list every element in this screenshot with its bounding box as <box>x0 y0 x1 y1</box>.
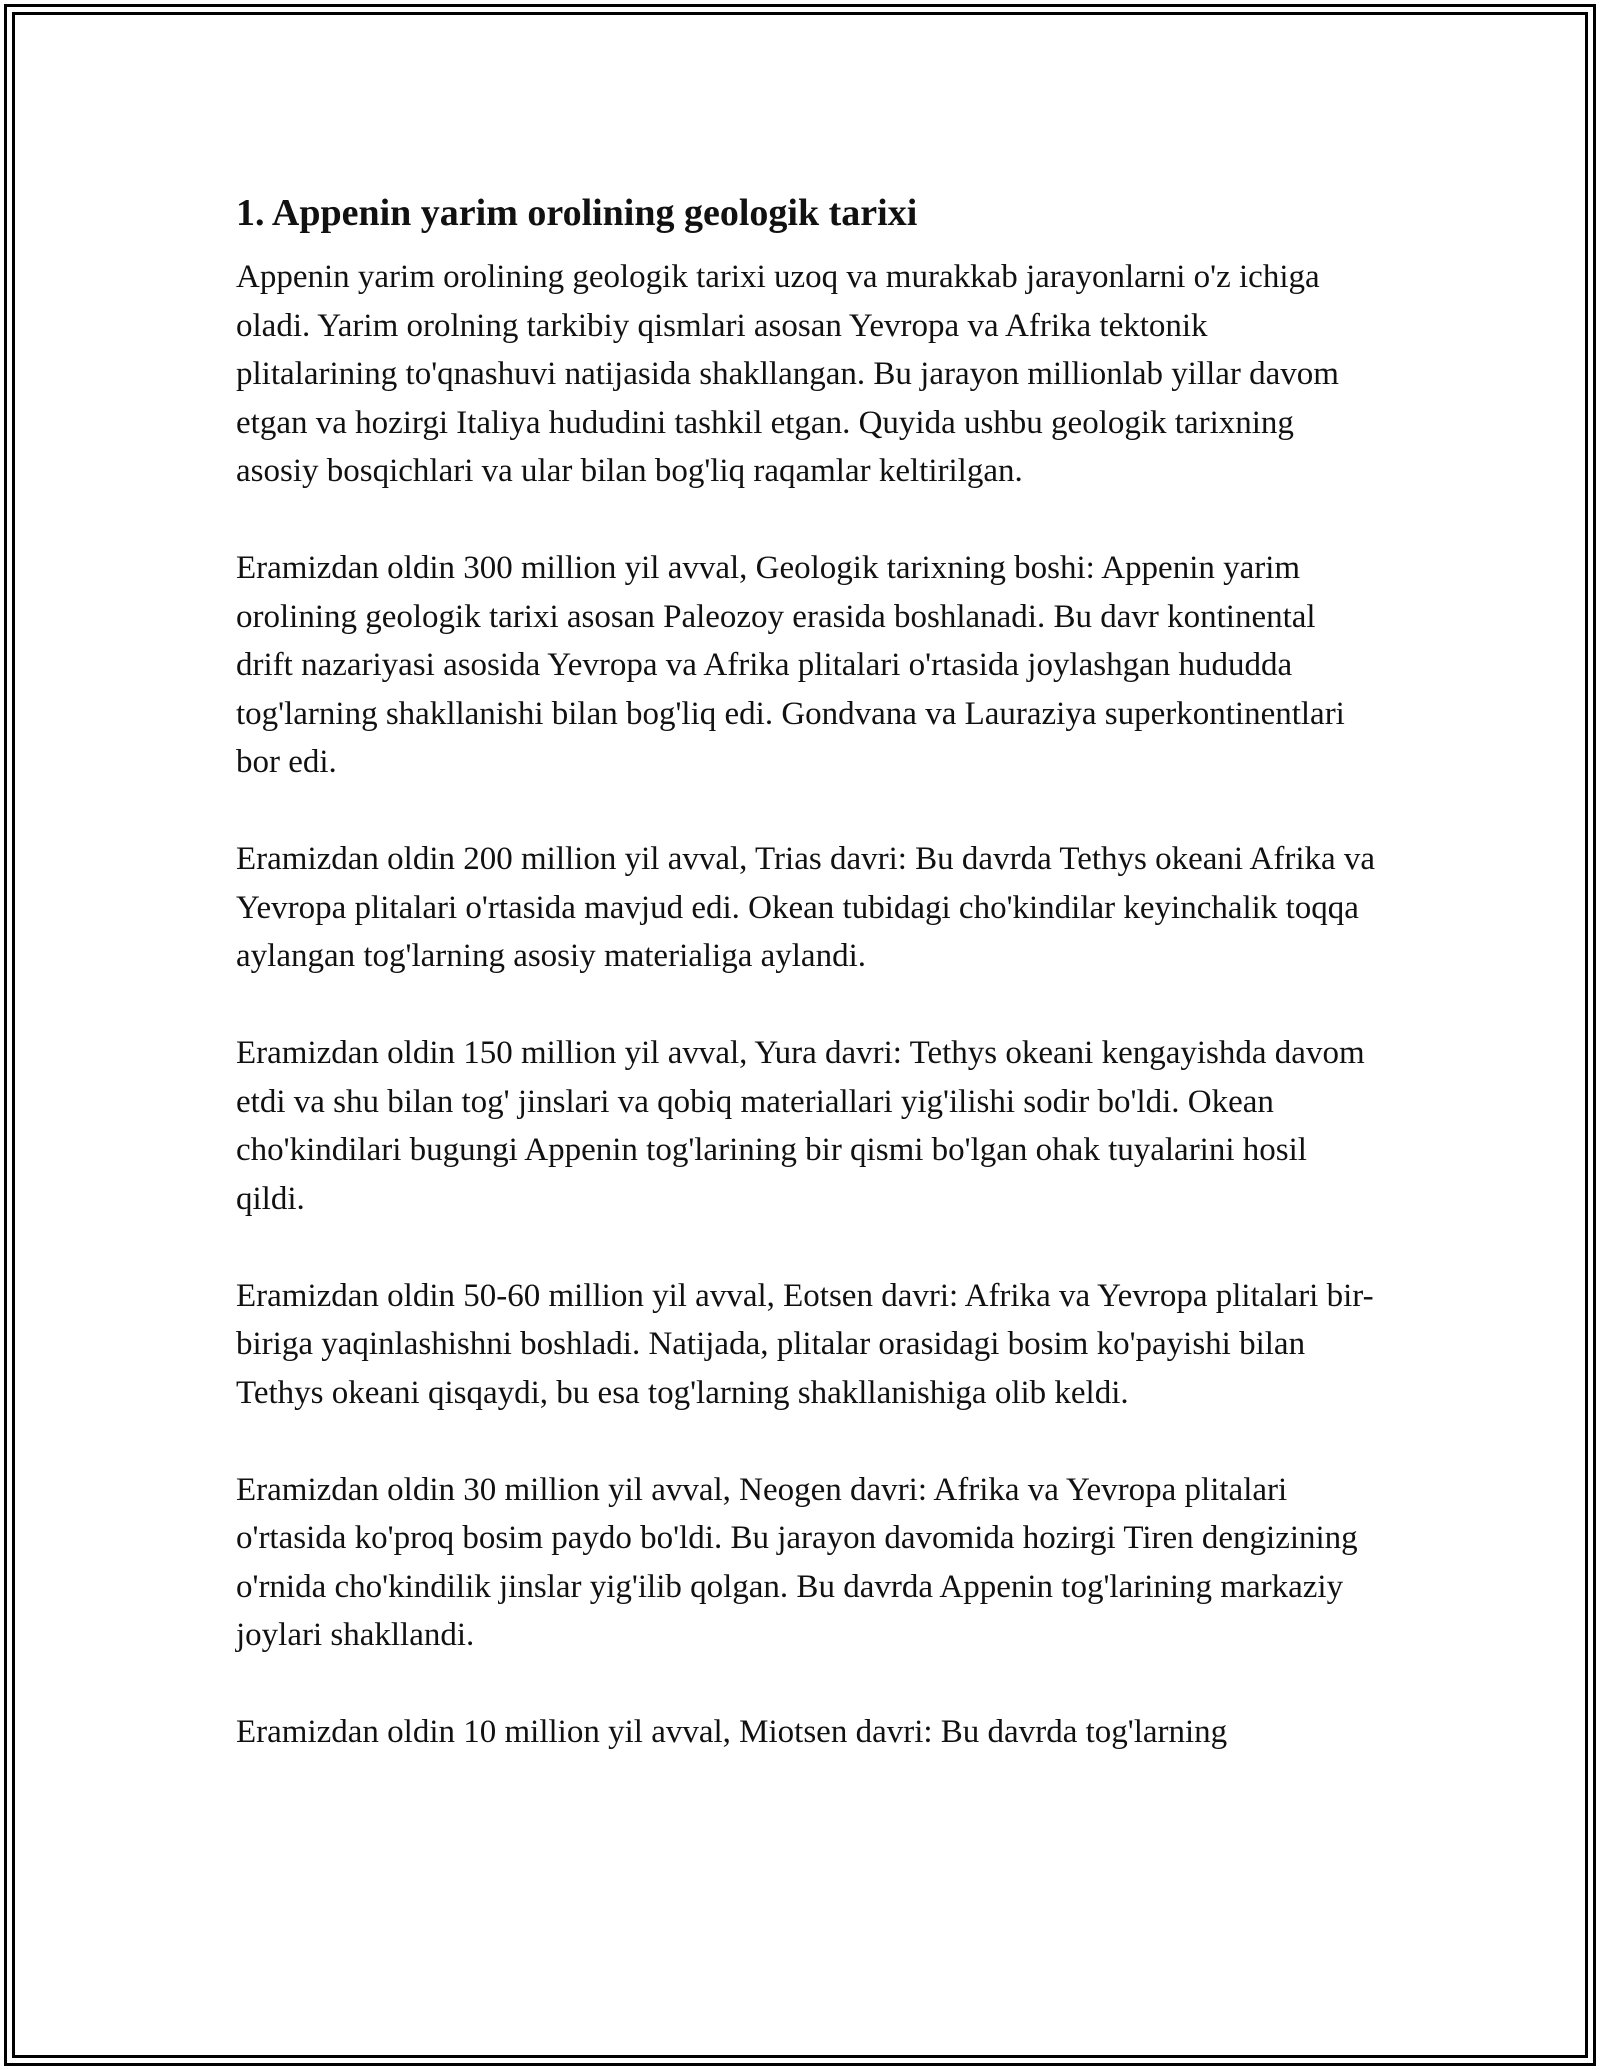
paragraph-30-million: Eramizdan oldin 30 million yil avval, Neogen davri: Afrika va Yevropa plitalari o'rtasida ko'proq bosim paydo bo'ldi. Bu jarayon davomida hozirgi Tiren dengizining o'rnida cho'kindilik jinslar yig'ilib qolgan. Bu davrda Appenin tog'larining markaziy joylari shakllandi. <box>236 1471 1358 1653</box>
paragraph-50-60-million: Eramizdan oldin 50-60 million yil avval, Eotsen davri: Afrika va Yevropa plitalari bir-biriga yaqinlashishni boshladi. Natijada, plitalar orasidagi bosim ko'payishi bilan Tethys okeani qisqaydi, bu esa tog'larning shakllanishiga olib keldi. <box>236 1277 1374 1411</box>
paragraph-150-million: Eramizdan oldin 150 million yil avval, Yura davri: Tethys okeani kengayishda davom etdi va shu bilan tog' jinslari va qobiq materiallari yig'ilishi sodir bo'ldi. Okean cho'kindilari bugungi Appenin tog'larining bir qismi bo'lgan ohak tuyalarini hosil qildi. <box>236 1035 1365 1217</box>
paragraph-300-million: Eramizdan oldin 300 million yil avval, Geologik tarixning boshi: Appenin yarim orolining geologik tarixi asosan Paleozoy erasida boshlanadi. Bu davr kontinental drift nazariyasi asosida Yevropa va Afrika plitalari o'rtasida joylashgan hududda tog'larning shakllanishi bilan bog'liq edi. Gondvana va Lauraziya superkontinentlari bor edi. <box>236 550 1345 780</box>
paragraph-200-million: Eramizdan oldin 200 million yil avval, Trias davri: Bu davrda Tethys okeani Afrika va Yevropa plitalari o'rtasida mavjud edi. Okean tubidagi cho'kindilar keyinchalik toqqa aylangan tog'larning asosiy materialiga aylandi. <box>236 841 1376 974</box>
section-heading: 1. Appenin yarim orolining geologik tarixi <box>236 192 918 234</box>
paragraph-10-million: Eramizdan oldin 10 million yil avval, Miotsen davri: Bu davrda tog'larning <box>236 1714 1228 1750</box>
paragraph-intro: Appenin yarim orolining geologik tarixi uzoq va murakkab jarayonlarni o'z ichiga oladi. Yarim orolning tarkibiy qismlari asosan Yevropa va Afrika tektonik plitalarining to'qnashuvi natijasida shakllangan. Bu jarayon millionlab yillar davom etgan va hozirgi Italiya hududini tashkil etgan. Quyida ushbu geologik tarixning asosiy bosqichlari va ular bilan bog'liq raqamlar keltirilgan. <box>236 259 1339 489</box>
document-body <box>236 185 1376 1805</box>
